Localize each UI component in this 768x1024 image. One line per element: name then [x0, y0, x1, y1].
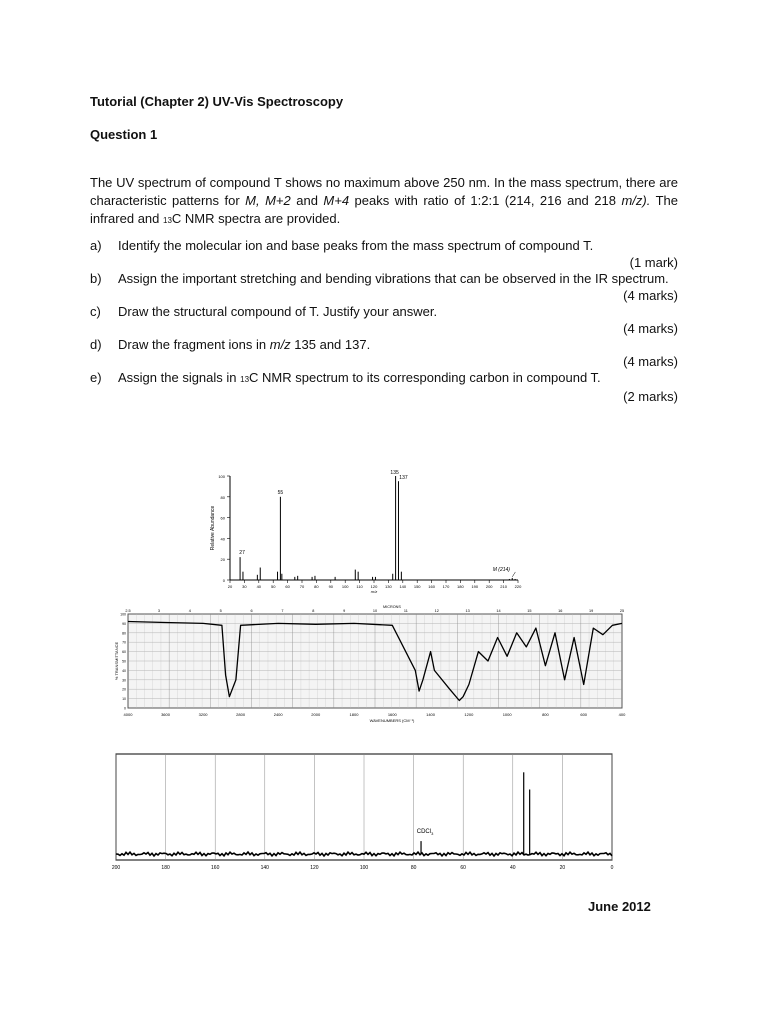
ir-micron-tick-label: 14 — [496, 609, 501, 613]
ms-x-tick-label: 130 — [385, 584, 392, 589]
ir-x-tick-label: 1000 — [502, 712, 512, 717]
nmr-solvent-sub: 3 — [431, 831, 434, 837]
question-e — [90, 370, 678, 405]
question-b — [90, 271, 678, 304]
question-text: Identify the molecular ion and base peaks from the mass spectrum of compound T. — [118, 238, 594, 253]
ir-x-tick-label: 1600 — [387, 712, 397, 717]
ir-micron-tick-label: 6 — [250, 609, 253, 613]
nmr-x-tick-label: 160 — [211, 865, 220, 871]
ir-top-label: MICRONS — [383, 605, 401, 609]
nmr-x-tick-label: 40 — [510, 865, 516, 871]
question-letter: c) — [90, 304, 101, 319]
ms-x-label: m/z — [370, 589, 378, 593]
ir-x-tick-label: 2000 — [311, 712, 321, 717]
ms-x-tick-label: 80 — [314, 584, 319, 589]
question-text — [118, 337, 678, 354]
question-marks: (4 marks) — [623, 320, 678, 336]
ms-y-tick-label: 40 — [220, 536, 225, 542]
ir-x-tick-label: 800 — [542, 712, 549, 717]
intro-m4: M+4 — [323, 193, 350, 208]
question-letter: e) — [90, 370, 102, 385]
ir-micron-tick-label: 15 — [527, 609, 532, 613]
ms-y-tick-label: 60 — [220, 515, 225, 521]
nmr-x-tick-label: 120 — [310, 865, 319, 871]
nmr-x-tick-label: 20 — [559, 865, 566, 871]
ms-x-tick-label: 30 — [242, 584, 247, 589]
intro-sub13: 13 — [163, 216, 172, 225]
question-text-sub: 13 — [240, 375, 250, 384]
ir-micron-tick-label: 7 — [281, 609, 284, 613]
ms-y-tick-label: 80 — [220, 494, 225, 500]
c13-nmr-chart — [112, 750, 632, 875]
question-c — [90, 304, 678, 337]
ms-x-tick-label: 190 — [471, 584, 479, 589]
ms-peak-label-137: 137 — [399, 475, 408, 482]
ir-micron-tick-label: 16 — [558, 609, 563, 613]
intro-and: and — [290, 193, 324, 208]
question-marks: (4 marks) — [623, 287, 678, 303]
ir-micron-tick-label: 5 — [219, 609, 222, 613]
question-marks: (2 marks) — [623, 388, 678, 404]
ir-x-tick-label: 4000 — [123, 712, 133, 717]
ms-y-tick-label: 20 — [220, 557, 225, 563]
nmr-x-tick-label: 180 — [161, 865, 170, 871]
ms-x-tick-label: 210 — [500, 584, 507, 589]
question-heading: Question 1 — [90, 127, 158, 142]
nmr-x-tick-label: 60 — [460, 865, 466, 871]
ir-x-tick-label: 600 — [580, 712, 588, 717]
ir-y-label: % TRANSMITTANCE — [114, 641, 119, 681]
ir-micron-tick-label: 3 — [157, 609, 160, 613]
ir-micron-tick-label: 11 — [403, 609, 408, 613]
ms-peak-label-27: 27 — [239, 550, 245, 557]
ir-x-tick-label: 1200 — [464, 712, 474, 717]
question-letter: d) — [90, 337, 102, 352]
question-marks: (1 mark) — [629, 254, 678, 270]
question-text: Assign the important stretching and bending vibrations that can be observed in the IR spectrum. — [118, 271, 669, 286]
nmr-x-tick-label: 100 — [359, 865, 369, 871]
question-text-post: C NMR spectrum to its corresponding carbon in compound T. — [249, 370, 601, 385]
nmr-x-tick-label: 200 — [112, 865, 121, 871]
ir-micron-tick-label: 2.5 — [125, 609, 131, 613]
ir-spectrum-chart — [112, 604, 632, 732]
ir-y-tick-label: 20 — [122, 687, 126, 692]
ms-x-tick-label: 60 — [285, 584, 290, 589]
ir-x-tick-label: 3600 — [161, 712, 170, 717]
ir-y-tick-label: 0 — [124, 706, 126, 711]
ms-x-tick-label: 200 — [485, 584, 493, 589]
ir-micron-tick-label: 4 — [188, 609, 191, 613]
ms-peak-label-55: 55 — [277, 489, 284, 496]
ms-peak-label-m214: M (214) — [492, 566, 510, 573]
ms-x-tick-label: 150 — [413, 584, 421, 589]
question-text-pre: Assign the signals in — [118, 370, 241, 385]
ir-x-tick-label: 1400 — [426, 712, 436, 717]
ir-micron-tick-label: 13 — [465, 609, 470, 613]
nmr-x-tick-label: 140 — [260, 865, 269, 871]
question-a — [90, 238, 678, 271]
question-text-post: 135 and 137. — [290, 337, 371, 352]
intro-paragraph — [90, 174, 678, 230]
ir-y-tick-label: 70 — [122, 640, 126, 645]
intro-text-3: The infrared and — [90, 193, 678, 226]
ms-x-tick-label: 50 — [270, 584, 276, 589]
ir-micron-tick-label: 19 — [589, 609, 594, 613]
question-text-pre: Draw the fragment ions in — [118, 337, 270, 352]
nmr-labels — [112, 829, 614, 871]
ir-x-tick-label: 2800 — [236, 712, 246, 717]
ms-x-tick-label: 140 — [399, 584, 407, 589]
ms-x-tick-label: 90 — [328, 584, 334, 589]
ir-x-label: WAVENUMBERS (CM⁻¹) — [369, 718, 415, 723]
ir-x-tick-label: 400 — [618, 712, 626, 717]
question-marks: (4 marks) — [623, 353, 678, 369]
nmr-x-tick-label: 0 — [610, 865, 614, 871]
ir-x-tick-label: 1800 — [349, 712, 359, 717]
ir-y-tick-label: 10 — [122, 697, 126, 702]
ir-x-tick-label: 3200 — [198, 712, 208, 717]
question-text — [118, 370, 678, 389]
ms-x-tick-label: 120 — [370, 584, 378, 589]
ms-m214-pointer — [512, 572, 515, 577]
ms-axes — [210, 474, 522, 593]
question-d — [90, 337, 678, 370]
question-text-italic: m/z — [269, 337, 291, 352]
ms-y-tick-label: 100 — [218, 474, 225, 479]
ir-y-tick-label: 80 — [122, 631, 126, 636]
nmr-x-tick-label: 80 — [410, 865, 417, 871]
ms-x-tick-label: 170 — [442, 584, 450, 589]
ms-x-tick-label: 220 — [514, 584, 522, 589]
ir-y-tick-label: 60 — [122, 650, 126, 655]
ms-peak-label-135: 135 — [390, 470, 399, 476]
ir-micron-tick-label: 12 — [434, 609, 439, 613]
ir-y-tick-label: 90 — [122, 621, 126, 626]
ms-x-tick-label: 110 — [356, 584, 363, 589]
intro-m-m2: M, M+2 — [245, 193, 291, 208]
intro-mz: m/z). — [621, 193, 651, 208]
ms-x-tick-label: 20 — [227, 584, 233, 589]
question-list — [90, 238, 678, 405]
ms-x-tick-label: 100 — [341, 584, 349, 589]
ms-x-tick-label: 180 — [457, 584, 464, 589]
ms-x-tick-label: 160 — [428, 584, 435, 589]
ir-y-tick-label: 30 — [122, 678, 126, 683]
ir-y-tick-label: 50 — [122, 659, 126, 664]
intro-text-4: C NMR spectra are provided. — [171, 211, 341, 226]
ms-x-tick-label: 40 — [256, 584, 262, 589]
exam-date: June 2012 — [588, 899, 651, 914]
mass-spectrum-chart — [200, 468, 530, 593]
nmr-frame — [116, 754, 612, 860]
intro-text-2: peaks with ratio of 1:2:1 (214, 216 and 218 — [349, 193, 622, 208]
ir-micron-tick-label: 9 — [343, 609, 346, 613]
ir-micron-tick-label: 25 — [619, 609, 625, 613]
ms-y-tick-label: 0 — [222, 578, 225, 583]
question-letter: a) — [90, 238, 102, 253]
intro-text-1: The UV spectrum of compound T shows no maximum above 250 nm. In the mass spectrum, there are characteristic patterns for — [90, 175, 678, 208]
ir-micron-tick-label: 8 — [312, 609, 315, 613]
ir-y-tick-label: 100 — [120, 612, 126, 617]
ms-y-label: Relative Abundance — [210, 505, 216, 551]
nmr-solvent-label: CDCl$_3$ — [416, 829, 434, 837]
question-letter: b) — [90, 271, 102, 286]
ir-x-tick-label: 2400 — [273, 712, 283, 717]
ir-micron-tick-label: 10 — [372, 609, 378, 613]
ir-y-tick-label: 40 — [122, 668, 126, 673]
question-text: Draw the structural compound of T. Justify your answer. — [118, 304, 438, 319]
page-title: Tutorial (Chapter 2) UV-Vis Spectroscopy — [90, 94, 344, 109]
ms-x-tick-label: 70 — [299, 584, 305, 589]
